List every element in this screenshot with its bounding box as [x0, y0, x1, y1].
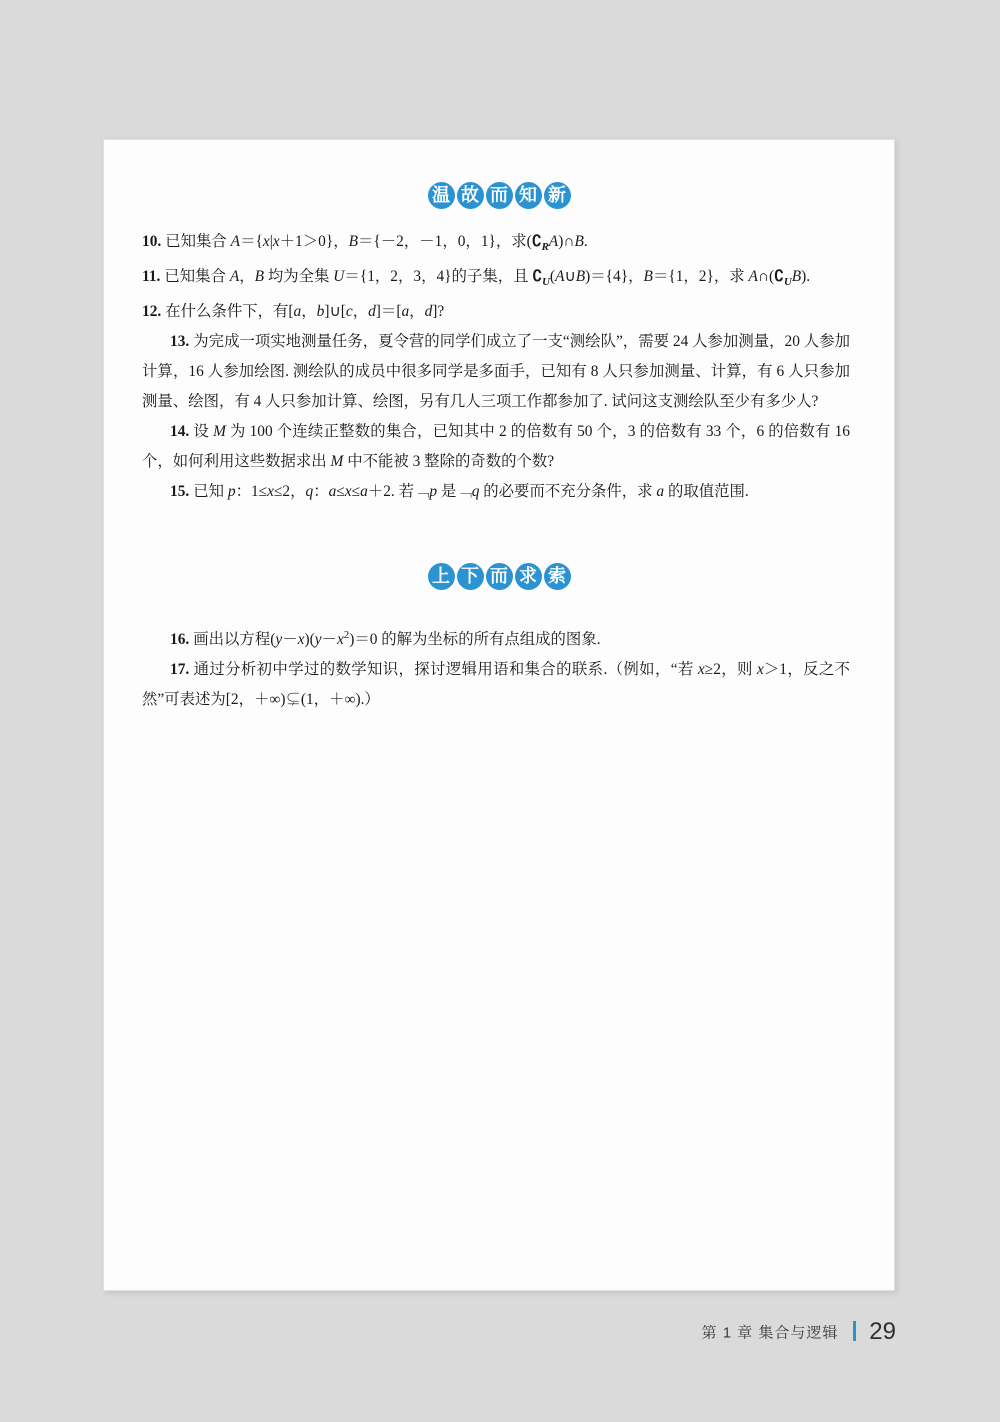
section-heading-review [104, 182, 894, 209]
badge-char: 温 [428, 182, 455, 209]
exercise-item-16 [104, 620, 894, 655]
section-badge-1 [427, 182, 572, 209]
exercise-number: 13. [170, 333, 190, 351]
exercise-item-14 [104, 417, 894, 477]
exercise-number: 17. [170, 661, 190, 679]
section-badge-2 [427, 563, 572, 590]
page-sheet [103, 139, 895, 1291]
exercise-number: 15. [170, 483, 190, 501]
exercise-item-10 [104, 227, 894, 262]
exercise-item-15 [104, 477, 894, 507]
badge-char: 索 [544, 563, 571, 590]
exercise-number: 14. [170, 423, 190, 441]
exercise-text: 通过分析初中学过的数学知识，探讨逻辑用语和集合的联系.（例如，“若 x≥2，则 x＞1，反之不然”可表述为[2，＋∞)⊊(1，＋∞).） [142, 661, 850, 709]
badge-char: 故 [457, 182, 484, 209]
exercise-number: 16. [170, 631, 190, 649]
exercise-text: 在什么条件下，有[a，b]∪[c，d]＝[a，d]? [165, 303, 445, 321]
exercise-item-13 [104, 327, 894, 417]
exercise-item-12 [104, 297, 894, 327]
exercise-text: 画出以方程$(y-x)(y-x^2)=0$ 的解为坐标的所有点组成的图象. [193, 629, 601, 649]
footer-chapter-label: 第 1 章 集合与逻辑 [701, 1324, 839, 1342]
badge-char: 知 [515, 182, 542, 209]
exercise-number: 10. [142, 233, 162, 250]
page-number: 29 [869, 1318, 896, 1345]
badge-char: 而 [486, 563, 513, 590]
section-heading-explore [104, 563, 894, 590]
badge-char: 求 [515, 563, 542, 590]
exercise-text: 已知集合 A，B 均为全集 U＝{1，2，3，4}的子集，且 $∁_U(A\cup B)=\{4\}$，B＝{1，2}，求 $A\cap(∁_UB)$. [164, 268, 811, 289]
exercise-text: 为完成一项实地测量任务，夏令营的同学们成立了一支“测绘队”，需要 24 人参加测量，20 人参加计算，16 人参加绘图. 测绘队的成员中很多同学是多面手，已知有 8 人只参加测量、计算，有 6 人只参加测量、绘图，有 4 人只参加计算、绘图，另有几人三项工作都参加了. 试问这支测绘队至少有多少人? [142, 333, 850, 411]
exercise-number: 11. [142, 268, 161, 286]
badge-char: 下 [457, 563, 484, 590]
badge-char: 而 [486, 182, 513, 209]
page-footer [0, 1318, 1000, 1346]
page-content [104, 140, 894, 1290]
badge-char: 新 [544, 182, 571, 209]
exercise-text: 已知 p：1≤x≤2，q：a≤x≤a＋2. 若﹁p 是﹁q 的必要而不充分条件，求 a 的取值范围. [193, 483, 749, 501]
exercise-item-17 [104, 655, 894, 715]
exercise-text: 已知集合 A＝{x|x＋1＞0}，B＝{－2，－1，0，1}，求$(∁_RA)\cap B$. [165, 233, 588, 254]
footer-divider [853, 1321, 856, 1341]
exercise-text: 设 M 为 100 个连续正整数的集合，已知其中 2 的倍数有 50 个，3 的倍数有 33 个，6 的倍数有 16 个，如何利用这些数据求出 M 中不能被 3 整除的奇数的个数? [142, 423, 850, 471]
badge-char: 上 [428, 563, 455, 590]
exercise-number: 12. [142, 303, 162, 321]
exercise-item-11 [104, 262, 894, 297]
